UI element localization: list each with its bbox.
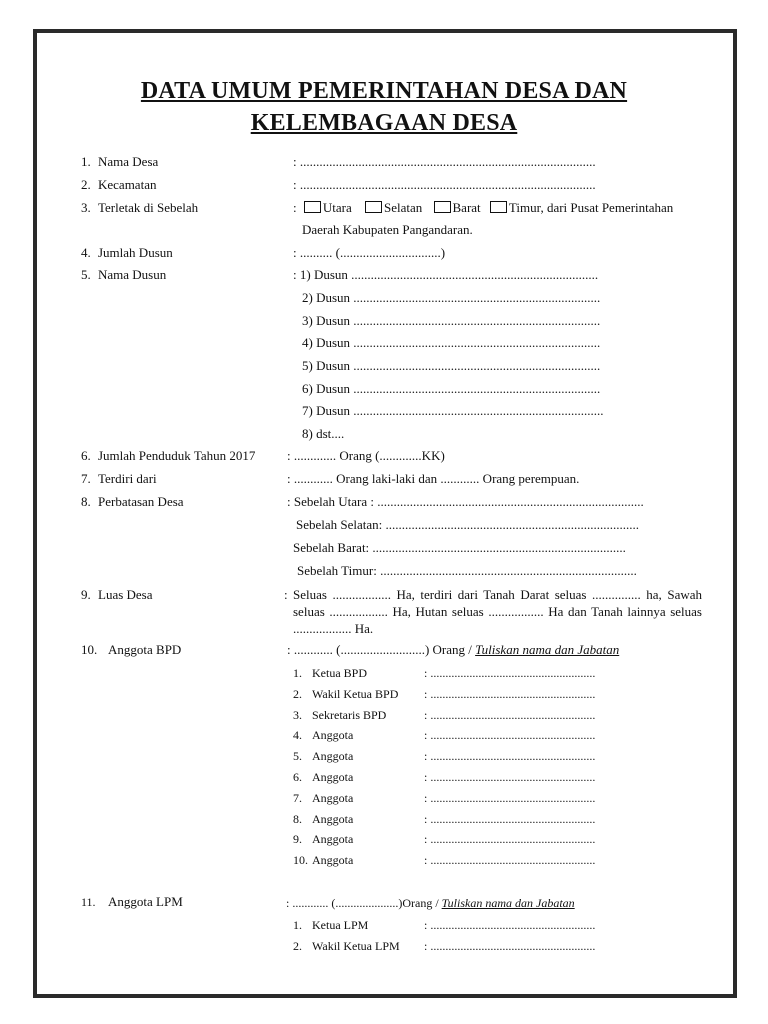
field-dusun-6: 6) Dusun ............................................................................ bbox=[302, 381, 601, 396]
item-number: 7. bbox=[81, 471, 91, 486]
option-timur: Timur, dari Pusat Pemerintahan bbox=[508, 200, 674, 215]
label-anggota-bpd: Anggota BPD bbox=[108, 642, 182, 657]
label-perbatasan: Perbatasan Desa bbox=[98, 494, 184, 509]
field-dusun-4: 4) Dusun ............................................................................ bbox=[302, 335, 601, 350]
member-role: Anggota bbox=[312, 749, 354, 764]
member-role: Anggota bbox=[312, 853, 354, 868]
member-number: 1. bbox=[293, 918, 302, 932]
option-selatan: Selatan bbox=[384, 200, 423, 215]
label-nama-desa: Nama Desa bbox=[98, 154, 159, 169]
member-number: 8. bbox=[293, 811, 302, 826]
item-number: 9. bbox=[81, 587, 91, 602]
item-number: 11. bbox=[81, 895, 96, 909]
member-role: Ketua LPM bbox=[312, 918, 369, 932]
colon: : bbox=[284, 587, 288, 602]
member-role: Wakil Ketua BPD bbox=[312, 686, 399, 701]
label-kecamatan: Kecamatan bbox=[98, 177, 157, 192]
option-utara: Utara bbox=[322, 200, 352, 215]
member-field: : ....................................................... bbox=[424, 770, 596, 784]
item-number: 5. bbox=[81, 267, 91, 282]
field-dusun-8: 8) dst.... bbox=[302, 426, 345, 441]
member-number: 3. bbox=[293, 707, 302, 722]
member-field: : ....................................................... bbox=[424, 853, 596, 868]
member-role: Anggota bbox=[312, 728, 354, 743]
label-terdiri-dari: Terdiri dari bbox=[98, 471, 157, 486]
member-field: : ....................................................... bbox=[424, 918, 596, 932]
member-field: : ....................................................... bbox=[424, 707, 596, 722]
field-dusun-2: 2) Dusun ............................................................................ bbox=[302, 290, 601, 305]
item-number: 8. bbox=[81, 494, 91, 509]
item-number: 2. bbox=[81, 177, 91, 192]
member-role: Ketua BPD bbox=[312, 666, 367, 680]
field-anggota-lpm: : ............ (.....................)Orang / Tuliskan nama dan Jabatan bbox=[286, 896, 575, 910]
field-nama-desa: : ........................................................................................... bbox=[293, 154, 596, 169]
member-field: : ....................................................... bbox=[424, 728, 596, 743]
item-number: 3. bbox=[81, 200, 91, 215]
label-nama-dusun: Nama Dusun bbox=[98, 267, 167, 282]
member-field: : ....................................................... bbox=[424, 811, 596, 826]
checkbox-timur[interactable] bbox=[490, 201, 507, 213]
field-kecamatan: : ........................................................................................... bbox=[293, 177, 596, 192]
checkbox-utara[interactable] bbox=[304, 201, 321, 213]
field-dusun-5: 5) Dusun ............................................................................ bbox=[302, 358, 601, 373]
member-number: 10. bbox=[293, 853, 308, 868]
label-luas-desa: Luas Desa bbox=[98, 587, 153, 602]
field-sebelah-utara: : Sebelah Utara : .................................................................................. bbox=[287, 494, 644, 509]
field-terdiri-dari: : ............ Orang laki-laki dan ............ Orang perempuan. bbox=[287, 471, 580, 486]
item-number: 6. bbox=[81, 448, 91, 463]
option-barat: Barat bbox=[452, 200, 481, 215]
item-number: 4. bbox=[81, 245, 91, 260]
field-sebelah-barat: Sebelah Barat: .............................................................................. bbox=[293, 540, 626, 555]
member-role: Sekretaris BPD bbox=[312, 707, 387, 722]
field-jumlah-dusun: : .......... (...............................) bbox=[293, 245, 446, 260]
title-line-1: DATA UMUM PEMERINTAHAN DESA DAN bbox=[140, 78, 628, 104]
member-number: 5. bbox=[293, 749, 302, 764]
member-role: Wakil Ketua LPM bbox=[312, 939, 400, 953]
colon: : bbox=[293, 200, 297, 215]
field-dusun-7: 7) Dusun ............................................................................. bbox=[302, 403, 604, 418]
field-dusun-1: : 1) Dusun ............................................................................ bbox=[293, 267, 599, 282]
label-jumlah-dusun: Jumlah Dusun bbox=[98, 245, 173, 260]
checkbox-barat[interactable] bbox=[434, 201, 451, 213]
title-line-2: KELEMBAGAAN DESA bbox=[250, 110, 518, 136]
member-role: Anggota bbox=[312, 770, 354, 784]
field-sebelah-selatan: Sebelah Selatan: .............................................................................. bbox=[296, 517, 640, 532]
member-role: Anggota bbox=[312, 832, 354, 847]
member-field: : ....................................................... bbox=[424, 939, 596, 953]
note-tuliskan: Tuliskan nama dan Jabatan bbox=[441, 896, 575, 910]
member-field: : ....................................................... bbox=[424, 790, 596, 805]
member-role: Anggota bbox=[312, 790, 354, 805]
item-number: 1. bbox=[81, 154, 91, 169]
member-field: : ....................................................... bbox=[424, 686, 596, 701]
member-field: : ....................................................... bbox=[424, 666, 596, 680]
field-sebelah-timur: Sebelah Timur: ............................................................................... bbox=[297, 563, 637, 578]
member-number: 9. bbox=[293, 832, 302, 847]
field-dusun-3: 3) Dusun ............................................................................ bbox=[302, 313, 601, 328]
location-text-line2: Daerah Kabupaten Pangandaran. bbox=[302, 222, 473, 237]
field-luas-desa: Seluas .................. Ha, terdiri dari Tanah Darat seluas ............... ha, Sawah seluas .................. Ha, Hutan seluas ................. Ha dan Tanah lainnya seluas .................. Ha. bbox=[293, 587, 702, 636]
checkbox-selatan[interactable] bbox=[365, 201, 382, 213]
label-terletak: Terletak di Sebelah bbox=[98, 200, 199, 215]
field-jumlah-penduduk: : ............. Orang (.............KK) bbox=[287, 448, 445, 463]
field-anggota-bpd: : ............ (..........................) Orang / Tuliskan nama dan Jabatan bbox=[287, 642, 620, 657]
page-border bbox=[33, 29, 737, 998]
member-role: Anggota bbox=[312, 811, 354, 826]
member-number: 6. bbox=[293, 770, 302, 784]
member-number: 2. bbox=[293, 939, 302, 953]
location-options bbox=[293, 200, 673, 216]
member-number: 1. bbox=[293, 666, 302, 680]
item-number: 10. bbox=[81, 642, 98, 657]
member-field: : ....................................................... bbox=[424, 832, 596, 847]
label-jumlah-penduduk: Jumlah Penduduk Tahun 2017 bbox=[98, 448, 256, 463]
label-anggota-lpm: Anggota LPM bbox=[108, 894, 183, 909]
note-tuliskan: Tuliskan nama dan Jabatan bbox=[475, 642, 620, 657]
member-number: 4. bbox=[293, 728, 302, 743]
member-number: 2. bbox=[293, 686, 302, 701]
member-number: 7. bbox=[293, 790, 302, 805]
member-field: : ....................................................... bbox=[424, 749, 596, 764]
